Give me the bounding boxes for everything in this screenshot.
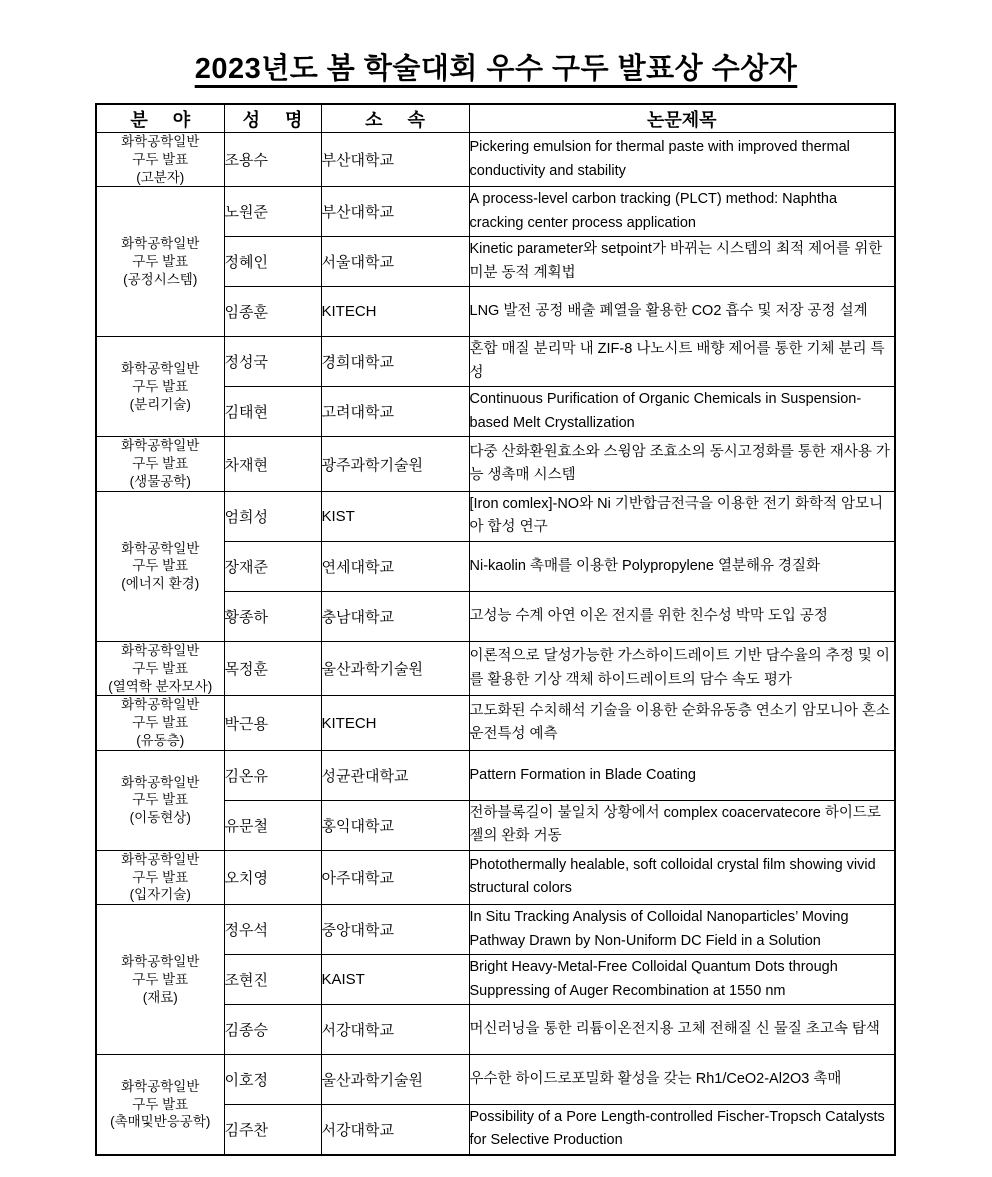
paper-title-cell: Photothermally healable, soft colloidal crystal film showing vivid structural colors — [469, 850, 895, 904]
table-row — [96, 337, 895, 387]
affiliation-cell: 연세대학교 — [321, 541, 469, 591]
name-cell: 황종하 — [224, 591, 321, 641]
name-cell: 김태현 — [224, 387, 321, 437]
field-line: (유동층) — [136, 732, 185, 748]
header-row — [96, 104, 895, 133]
field-line: (재료) — [142, 989, 178, 1005]
field-line: 화학공학일반 — [121, 642, 200, 658]
paper-title-cell: Possibility of a Pore Length-controlled Fischer-Tropsch Catalysts for Selective Production — [469, 1105, 895, 1155]
paper-title-cell: In Situ Tracking Analysis of Colloidal Nanoparticles’ Moving Pathway Drawn by Non-Uniform DC Field in a Solution — [469, 905, 895, 955]
affiliation-cell: 고려대학교 — [321, 387, 469, 437]
paper-title-cell: [Iron comlex]-NO와 Ni 기반합금전극을 이용한 전기 화학적 암모니아 합성 연구 — [469, 491, 895, 541]
field-cell — [96, 133, 224, 187]
field-cell — [96, 696, 224, 750]
affiliation-cell: 충남대학교 — [321, 591, 469, 641]
field-line: 화학공학일반 — [121, 236, 200, 252]
field-line: 구두 발표 — [132, 379, 189, 395]
header-paper-title: 논문제목 — [469, 104, 895, 133]
affiliation-cell: KIST — [321, 491, 469, 541]
paper-title-cell: LNG 발전 공정 배출 폐열을 활용한 CO2 흡수 및 저장 공정 설계 — [469, 287, 895, 337]
field-line: (입자기술) — [129, 887, 191, 903]
name-cell: 김종승 — [224, 1005, 321, 1055]
affiliation-cell: 서강대학교 — [321, 1105, 469, 1155]
paper-title-cell: 머신러닝을 통한 리튬이온전지용 고체 전해질 신 물질 초고속 탐색 — [469, 1005, 895, 1055]
field-line: 구두 발표 — [132, 558, 189, 574]
name-cell: 박근용 — [224, 696, 321, 750]
name-cell: 노원준 — [224, 187, 321, 237]
affiliation-cell: 서울대학교 — [321, 237, 469, 287]
paper-title-cell: Continuous Purification of Organic Chemicals in Suspension-based Melt Crystallization — [469, 387, 895, 437]
field-cell — [96, 905, 224, 1055]
affiliation-cell: 울산과학기술원 — [321, 641, 469, 695]
affiliation-cell: 울산과학기술원 — [321, 1055, 469, 1105]
affiliation-cell: 부산대학교 — [321, 133, 469, 187]
name-cell: 정성국 — [224, 337, 321, 387]
field-line: 화학공학일반 — [121, 134, 200, 149]
field-line: 화학공학일반 — [121, 774, 200, 790]
name-cell: 유문철 — [224, 800, 321, 850]
field-line: 구두 발표 — [132, 869, 189, 885]
header-field: 분 야 — [96, 104, 224, 133]
table-row — [96, 133, 895, 187]
field-line: 구두 발표 — [132, 660, 189, 676]
field-line: 구두 발표 — [132, 792, 189, 808]
paper-title-cell: 우수한 하이드로포밀화 활성을 갖는 Rh1/CeO2-Al2O3 촉매 — [469, 1055, 895, 1105]
field-line: (고분자) — [136, 169, 185, 185]
table-row — [96, 187, 895, 237]
paper-title-cell: 고도화된 수치해석 기술을 이용한 순화유동층 연소기 암모니아 혼소 운전특성 예측 — [469, 696, 895, 750]
name-cell: 엄희성 — [224, 491, 321, 541]
awards-table — [95, 103, 896, 1156]
name-cell: 조현진 — [224, 955, 321, 1005]
field-line: 구두 발표 — [132, 715, 189, 731]
name-cell: 정혜인 — [224, 237, 321, 287]
affiliation-cell: 성균관대학교 — [321, 750, 469, 800]
name-cell: 차재현 — [224, 437, 321, 491]
table-row — [96, 491, 895, 541]
field-cell — [96, 187, 224, 337]
field-line: (열역학 분자모사) — [108, 678, 213, 694]
field-line: 구두 발표 — [132, 151, 189, 167]
name-cell: 김주찬 — [224, 1105, 321, 1155]
table-row — [96, 1055, 895, 1105]
affiliation-cell: 아주대학교 — [321, 850, 469, 904]
affiliation-cell: 부산대학교 — [321, 187, 469, 237]
name-cell: 김온유 — [224, 750, 321, 800]
name-cell: 정우석 — [224, 905, 321, 955]
field-line: (촉매및반응공학) — [110, 1114, 211, 1130]
paper-title-cell: Kinetic parameter와 setpoint가 바뀌는 시스템의 최적 제어를 위한 미분 동적 계획법 — [469, 237, 895, 287]
field-cell — [96, 337, 224, 437]
affiliation-cell: 서강대학교 — [321, 1005, 469, 1055]
field-line: (공정시스템) — [123, 271, 198, 287]
affiliation-cell: KAIST — [321, 955, 469, 1005]
field-line: 화학공학일반 — [121, 438, 200, 454]
header-name: 성 명 — [224, 104, 321, 133]
awards-table-body — [96, 133, 895, 1155]
field-line: 화학공학일반 — [121, 851, 200, 867]
field-line: 구두 발표 — [132, 1096, 189, 1112]
paper-title-cell: Pickering emulsion for thermal paste with improved thermal conductivity and stability — [469, 133, 895, 187]
paper-title-cell: 전하블록길이 불일치 상황에서 complex coacervatecore 하이드로젤의 완화 거동 — [469, 800, 895, 850]
field-line: (생물공학) — [129, 474, 191, 490]
field-line: (분리기술) — [129, 396, 191, 412]
paper-title-cell: 혼합 매질 분리막 내 ZIF-8 나노시트 배향 제어를 통한 기체 분리 특성 — [469, 337, 895, 387]
name-cell: 이호정 — [224, 1055, 321, 1105]
field-line: 구두 발표 — [132, 254, 189, 270]
paper-title-cell: Ni-kaolin 촉매를 이용한 Polypropylene 열분해유 경질화 — [469, 541, 895, 591]
paper-title-cell: Bright Heavy-Metal-Free Colloidal Quantum Dots through Suppressing of Auger Recombination at 1550 nm — [469, 955, 895, 1005]
affiliation-cell: KITECH — [321, 287, 469, 337]
table-row — [96, 750, 895, 800]
page-title: 2023년도 봄 학술대회 우수 구두 발표상 수상자 — [194, 53, 798, 85]
field-line: 화학공학일반 — [121, 1078, 200, 1094]
affiliation-cell: 홍익대학교 — [321, 800, 469, 850]
paper-title-cell: 고성능 수계 아연 이온 전지를 위한 친수성 박막 도입 공정 — [469, 591, 895, 641]
name-cell: 목정훈 — [224, 641, 321, 695]
field-cell — [96, 850, 224, 904]
table-row — [96, 850, 895, 904]
name-cell: 오치영 — [224, 850, 321, 904]
header-affiliation: 소 속 — [321, 104, 469, 133]
table-row — [96, 437, 895, 491]
table-row — [96, 905, 895, 955]
affiliation-cell: KITECH — [321, 696, 469, 750]
field-line: 화학공학일반 — [121, 697, 200, 713]
affiliation-cell: 광주과학기술원 — [321, 437, 469, 491]
field-cell — [96, 1055, 224, 1155]
affiliation-cell: 경희대학교 — [321, 337, 469, 387]
field-line: 구두 발표 — [132, 456, 189, 472]
name-cell: 임종훈 — [224, 287, 321, 337]
field-line: 화학공학일반 — [121, 953, 200, 969]
paper-title-cell: 다중 산화환원효소와 스윙암 조효소의 동시고정화를 통한 재사용 가능 생촉매 시스템 — [469, 437, 895, 491]
field-cell — [96, 641, 224, 695]
field-cell — [96, 750, 224, 850]
affiliation-cell: 중앙대학교 — [321, 905, 469, 955]
paper-title-cell: 이론적으로 달성가능한 가스하이드레이트 기반 담수율의 추정 및 이를 활용한 기상 객체 하이드레이트의 담수 속도 평가 — [469, 641, 895, 695]
field-line: 화학공학일반 — [121, 361, 200, 377]
field-cell — [96, 491, 224, 641]
field-line: (이동현상) — [129, 810, 191, 826]
field-cell — [96, 437, 224, 491]
table-row — [96, 641, 895, 695]
name-cell: 장재준 — [224, 541, 321, 591]
field-line: 화학공학일반 — [121, 540, 200, 556]
title-block — [0, 46, 992, 87]
field-line: 구두 발표 — [132, 971, 189, 987]
field-line: (에너지 환경) — [121, 576, 200, 592]
table-row — [96, 696, 895, 750]
name-cell: 조용수 — [224, 133, 321, 187]
paper-title-cell: Pattern Formation in Blade Coating — [469, 750, 895, 800]
paper-title-cell: A process-level carbon tracking (PLCT) method: Naphtha cracking center process application — [469, 187, 895, 237]
